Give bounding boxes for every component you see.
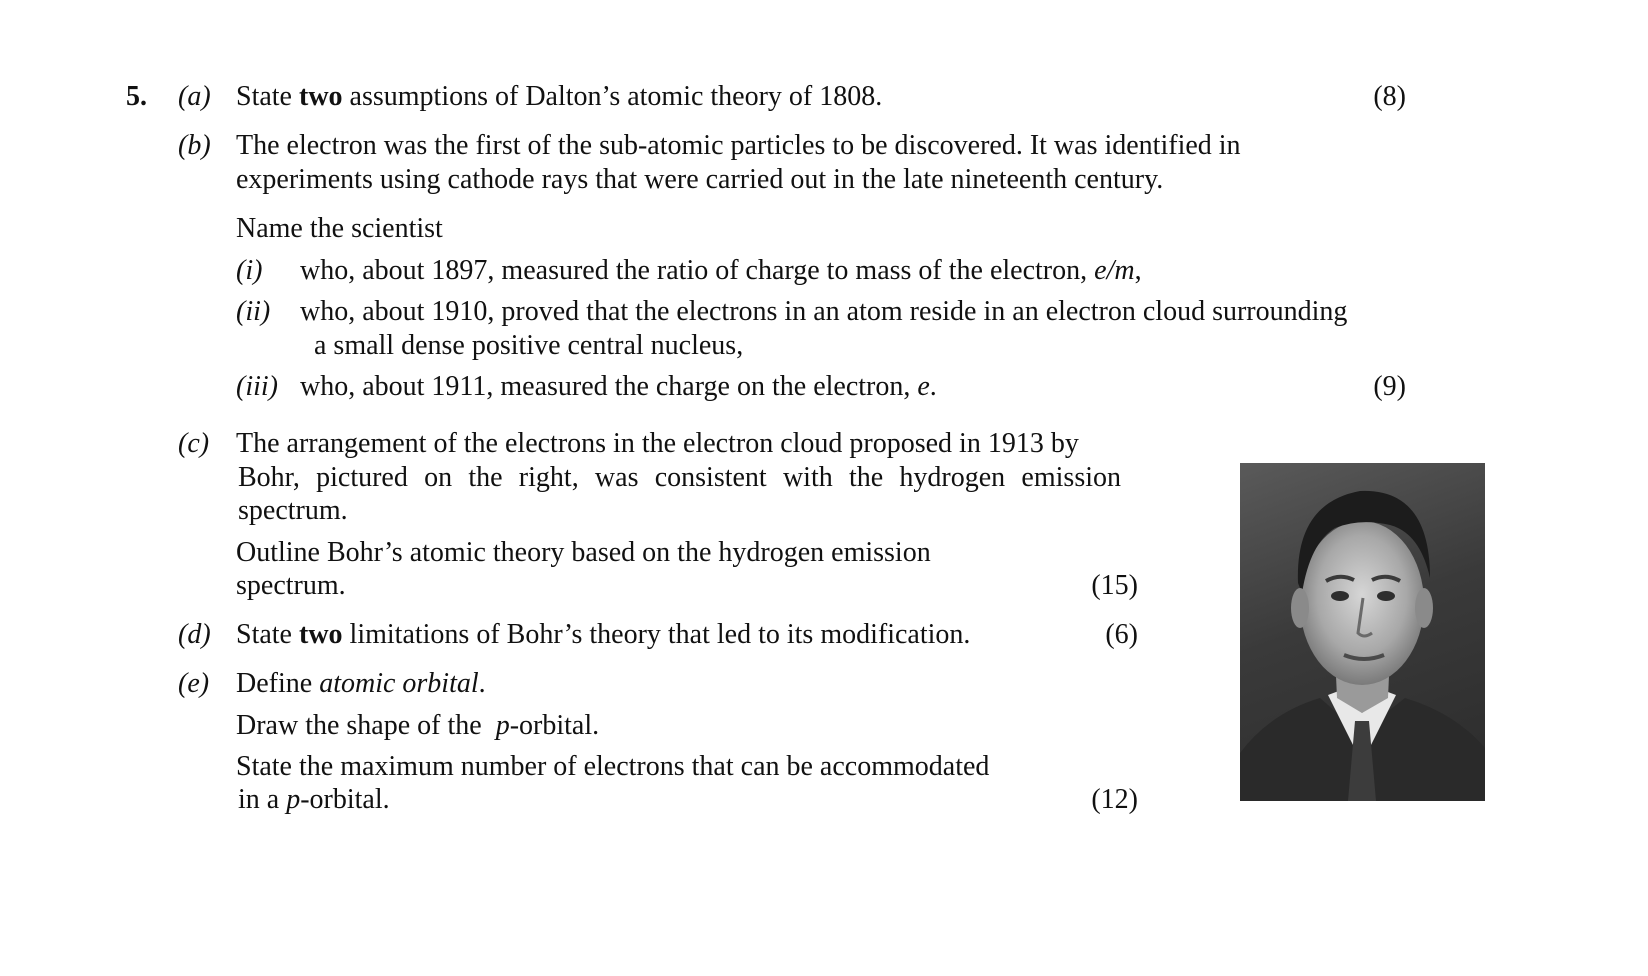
part-c-line2: Bohr, pictured on the right, was consistent with the hydrogen emission: [238, 462, 1121, 493]
part-e-state-line2: in a p-orbital.: [238, 784, 390, 815]
part-e-draw: Draw the shape of the p-orbital.: [236, 710, 600, 741]
part-a-label: (a): [178, 81, 211, 112]
part-b-iii-text: who, about 1911, measured the charge on the electron, e.: [300, 371, 937, 402]
part-e-marks: (12): [1091, 784, 1138, 815]
part-b-ii-label: (ii): [236, 296, 271, 327]
part-b-line1: The electron was the first of the sub-atomic particles to be discovered. It was identified in: [236, 130, 1241, 161]
part-d-label: (d): [178, 619, 211, 650]
part-b-i-label: (i): [236, 255, 263, 286]
part-c-line1: The arrangement of the electrons in the electron cloud proposed in 1913 by: [236, 428, 1079, 459]
part-c-line5: spectrum.: [236, 570, 346, 601]
part-c-label: (c): [178, 428, 210, 459]
part-b-prompt: Name the scientist: [236, 213, 443, 244]
part-c-line4: Outline Bohr’s atomic theory based on the hydrogen emission: [236, 537, 931, 568]
part-e-define: Define atomic orbital.: [236, 668, 486, 699]
part-e-label: (e): [178, 668, 210, 699]
bohr-portrait-photo: [1240, 463, 1485, 801]
part-b-marks: (9): [1373, 371, 1406, 402]
part-b-i-text: who, about 1897, measured the ratio of charge to mass of the electron, e/m,: [300, 255, 1142, 286]
part-b-label: (b): [178, 130, 211, 161]
part-b-ii-line1: who, about 1910, proved that the electrons in an atom reside in an electron cloud surrounding: [300, 296, 1348, 327]
part-a-marks: (8): [1373, 81, 1406, 112]
part-c-line3: spectrum.: [238, 495, 348, 526]
part-d-marks: (6): [1105, 619, 1138, 650]
part-b-ii-line2: a small dense positive central nucleus,: [314, 330, 744, 361]
part-b-iii-label: (iii): [236, 371, 278, 402]
portrait-figure: [1240, 463, 1485, 801]
part-b-line2: experiments using cathode rays that were carried out in the late nineteenth century.: [236, 164, 1164, 195]
part-a-text: State two assumptions of Dalton’s atomic theory of 1808.: [236, 81, 883, 112]
question-number: 5.: [126, 81, 147, 112]
part-e-state-line1: State the maximum number of electrons that can be accommodated: [236, 751, 990, 782]
part-c-marks: (15): [1091, 570, 1138, 601]
part-d-text: State two limitations of Bohr’s theory that led to its modification.: [236, 619, 971, 650]
